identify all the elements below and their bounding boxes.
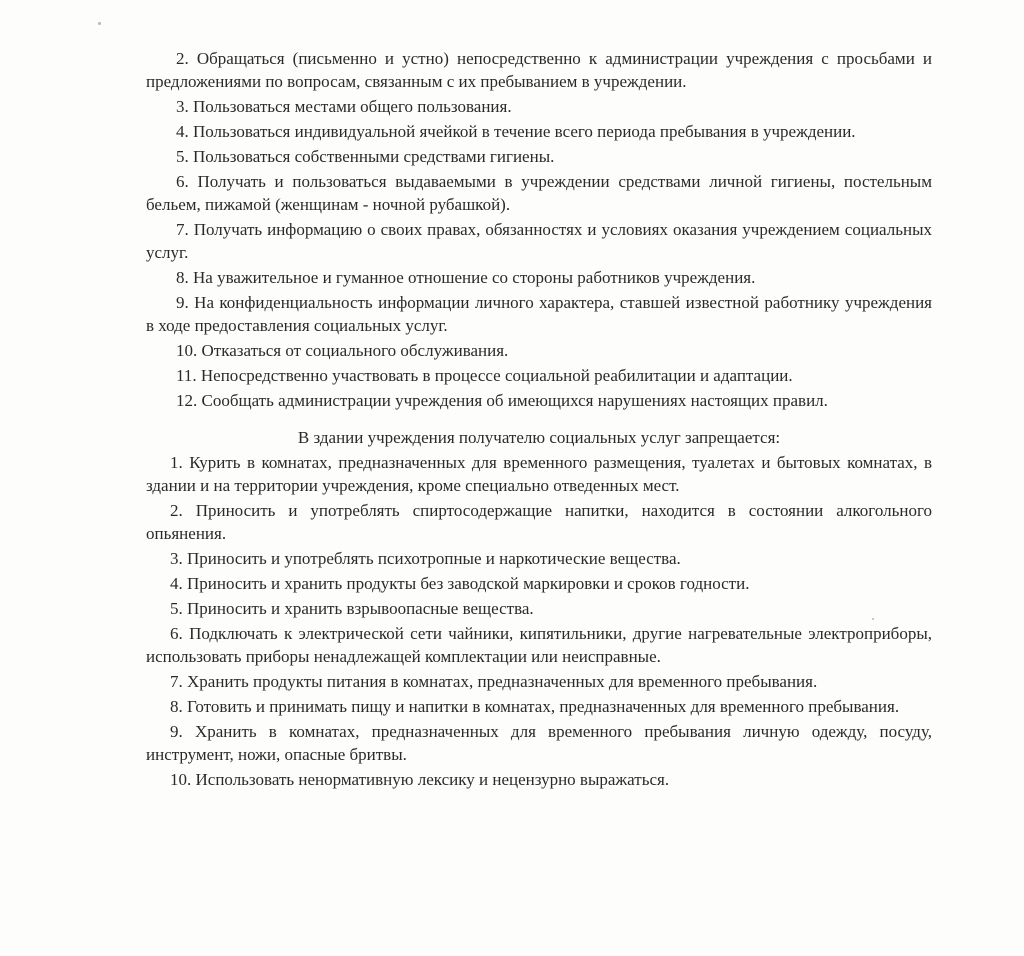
item-text: Готовить и принимать пищу и напитки в комнатах, предназначенных для временного пребывания. bbox=[187, 697, 900, 716]
item-number: 9. bbox=[176, 293, 189, 312]
item-text: Приносить и хранить взрывоопасные вещества. bbox=[187, 599, 534, 618]
item-text: Хранить продукты питания в комнатах, предназначенных для временного пребывания. bbox=[187, 672, 818, 691]
item-number: 4. bbox=[176, 122, 189, 141]
item-number: 10. bbox=[170, 770, 192, 789]
list-item bbox=[146, 451, 932, 497]
item-number: 8. bbox=[170, 697, 183, 716]
list-item bbox=[146, 695, 932, 718]
item-number: 9. bbox=[170, 722, 183, 741]
item-text: Курить в комнатах, предназначенных для временного размещения, туалетах и бытовых комнатах, в здании и на территории учреждения, кроме специально отведенных мест. bbox=[146, 453, 933, 495]
item-number: 12. bbox=[176, 391, 198, 410]
list-item bbox=[146, 339, 932, 362]
item-text: Подключать к электрической сети чайники, кипятильники, другие нагревательные электроприборы, использовать приборы ненадлежащей комплектации или неисправные. bbox=[146, 624, 932, 666]
list-item bbox=[146, 218, 932, 264]
list-item bbox=[146, 389, 932, 412]
item-number: 1. bbox=[170, 453, 183, 472]
item-text: Получать и пользоваться выдаваемыми в учреждении средствами личной гигиены, постельным бельем, пижамой (женщинам - ночной рубашкой). bbox=[146, 172, 932, 214]
list-item bbox=[146, 291, 932, 337]
item-number: 5. bbox=[176, 147, 189, 166]
section-heading: В здании учреждения получателю социальных услуг запрещается: bbox=[297, 428, 781, 447]
item-text: На конфиденциальность информации личного характера, ставшей известной работнику учреждения в ходе предоставления социальных услуг. bbox=[146, 293, 933, 335]
item-number: 6. bbox=[176, 172, 189, 191]
prohibited-list bbox=[146, 451, 932, 791]
item-number: 4. bbox=[170, 574, 183, 593]
item-text: Непосредственно участвовать в процессе социальной реабилитации и адаптации. bbox=[200, 366, 793, 385]
item-text: Пользоваться местами общего пользования. bbox=[193, 97, 512, 116]
list-item bbox=[146, 170, 932, 216]
list-item bbox=[146, 47, 932, 93]
rights-list bbox=[146, 47, 932, 412]
scan-speck bbox=[98, 22, 101, 25]
item-text: Использовать ненормативную лексику и нецензурно выражаться. bbox=[195, 770, 670, 789]
document-body bbox=[146, 47, 932, 793]
list-item bbox=[146, 266, 932, 289]
item-number: 11. bbox=[176, 366, 197, 385]
list-item bbox=[146, 120, 932, 143]
item-number: 10. bbox=[176, 341, 198, 360]
list-item bbox=[146, 768, 932, 791]
list-item bbox=[146, 145, 932, 168]
item-text: На уважительное и гуманное отношение со стороны работников учреждения. bbox=[193, 268, 756, 287]
item-text: Хранить в комнатах, предназначенных для временного пребывания личную одежду, посуду, инструмент, ножи, опасные бритвы. bbox=[146, 722, 933, 764]
item-number: 3. bbox=[176, 97, 189, 116]
item-text: Отказаться от социального обслуживания. bbox=[201, 341, 509, 360]
item-number: 2. bbox=[176, 49, 189, 68]
list-item bbox=[146, 547, 932, 570]
list-item bbox=[146, 670, 932, 693]
item-number: 3. bbox=[170, 549, 183, 568]
item-text: Приносить и употреблять психотропные и наркотические вещества. bbox=[187, 549, 681, 568]
item-text: Получать информацию о своих правах, обязанностях и условиях оказания учреждением социальных услуг. bbox=[146, 220, 932, 262]
list-item bbox=[146, 364, 932, 387]
list-item bbox=[146, 622, 932, 668]
list-item bbox=[146, 499, 932, 545]
item-text: Обращаться (письменно и устно) непосредственно к администрации учреждения с просьбами и предложениями по вопросам, связанным с их пребыванием в учреждении. bbox=[146, 49, 932, 91]
list-item bbox=[146, 597, 932, 620]
item-number: 8. bbox=[176, 268, 189, 287]
item-number: 5. bbox=[170, 599, 183, 618]
item-text: Пользоваться собственными средствами гигиены. bbox=[193, 147, 555, 166]
list-item bbox=[146, 572, 932, 595]
item-text: Приносить и употреблять спиртосодержащие напитки, находится в состоянии алкогольного опьянения. bbox=[146, 501, 932, 543]
item-number: 2. bbox=[170, 501, 183, 520]
item-number: 7. bbox=[176, 220, 189, 239]
list-item bbox=[146, 720, 932, 766]
list-item bbox=[146, 95, 932, 118]
item-number: 6. bbox=[170, 624, 183, 643]
item-text: Приносить и хранить продукты без заводской маркировки и сроков годности. bbox=[187, 574, 750, 593]
item-number: 7. bbox=[170, 672, 183, 691]
item-text: Сообщать администрации учреждения об имеющихся нарушениях настоящих правил. bbox=[201, 391, 828, 410]
item-text: Пользоваться индивидуальной ячейкой в течение всего периода пребывания в учреждении. bbox=[193, 122, 856, 141]
